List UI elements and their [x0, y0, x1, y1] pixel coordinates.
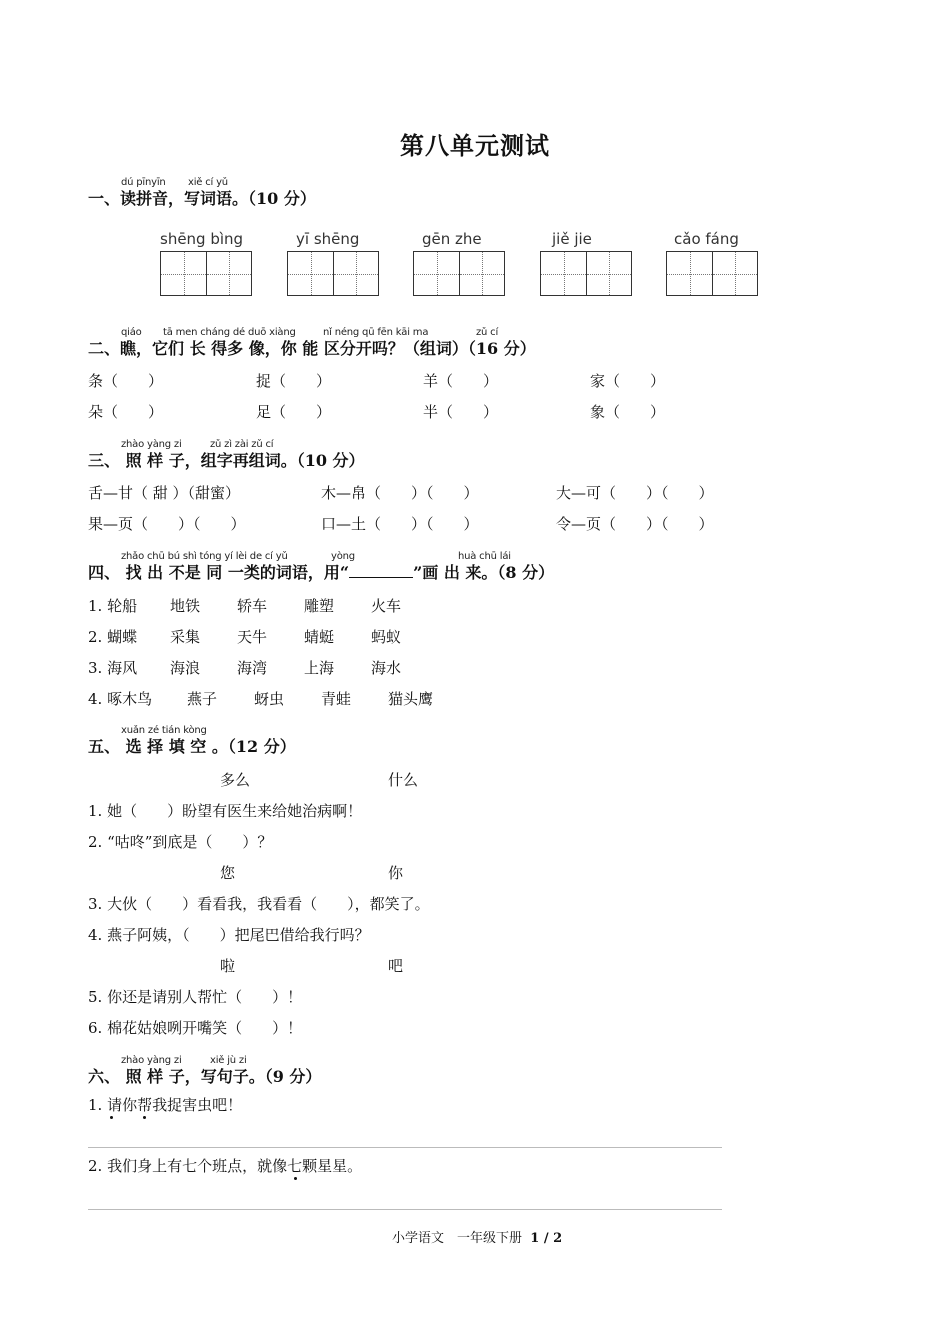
ruby-pinyin: xiě cí yǔ — [188, 177, 228, 188]
ruby-pinyin: zhǎo chū bú shì tóng yí lèi de cí yǔ — [121, 551, 288, 562]
emphasis-dot — [294, 1177, 297, 1180]
footer-text: 小学语文 一年级下册 — [392, 1231, 523, 1246]
word-item: 捉（ ） — [256, 372, 332, 390]
compose-item: 大—可（ ）（ ） — [556, 484, 714, 502]
pinyin-label: shēng bìng — [160, 230, 244, 248]
section-4-heading: 四、 找 出 不是 同 一类的词语，用“ ”画 出 来。（8 分） — [88, 563, 555, 582]
word-item: 半（ ） — [423, 403, 499, 421]
question: 3. 大伙（ ）看看我，我看看（ ），都笑了。 — [88, 895, 430, 913]
word-row-item: 雕塑 — [304, 597, 335, 615]
compose-item: 木—帛（ ）（ ） — [321, 484, 479, 502]
choice-option: 什么 — [388, 771, 419, 789]
question: 4. 燕子阿姨，（ ）把尾巴借给我行吗？ — [88, 926, 370, 944]
word-item: 足（ ） — [256, 403, 332, 421]
emphasis-dot — [143, 1116, 146, 1119]
section-1-heading: 一、读拼音，写词语。（10 分） — [88, 189, 316, 208]
section-2-heading: 二、瞧，它们 长 得多 像，你 能 区分开吗？（组词）（16 分） — [88, 339, 536, 358]
word-row-item: 猫头鹰 — [388, 690, 434, 708]
writing-grid[interactable] — [540, 251, 632, 296]
word-item: 朵（ ） — [88, 403, 164, 421]
choice-option: 你 — [388, 864, 404, 882]
underline-sample — [349, 563, 413, 578]
compose-item: 令—页（ ）（ ） — [556, 515, 714, 533]
word-row-item: 2. 蝴蝶 — [88, 628, 138, 646]
page-footer — [392, 1227, 562, 1246]
ruby-pinyin: tā men cháng dé duō xiàng — [163, 327, 296, 338]
ruby-pinyin: yòng — [331, 551, 355, 562]
section-5-heading: 五、 选 择 填 空 。（12 分） — [88, 737, 296, 756]
choice-option: 吧 — [388, 957, 404, 975]
word-item: 条（ ） — [88, 372, 164, 390]
question: 6. 棉花姑娘咧开嘴笑（ ）！ — [88, 1019, 303, 1037]
pinyin-label: gēn zhe — [422, 230, 482, 248]
writing-grid[interactable] — [287, 251, 379, 296]
answer-line[interactable] — [88, 1147, 722, 1148]
answer-line[interactable] — [88, 1209, 722, 1210]
ruby-pinyin: xuǎn zé tián kòng — [121, 725, 207, 736]
compose-item: 口—土（ ）（ ） — [321, 515, 479, 533]
word-row-item: 地铁 — [170, 597, 201, 615]
word-row-item: 蚜虫 — [254, 690, 285, 708]
word-row-item: 火车 — [371, 597, 402, 615]
word-row-item: 青蛙 — [321, 690, 352, 708]
ruby-pinyin: huà chū lái — [458, 551, 511, 562]
section-6-heading: 六、 照 样 子，写句子。（9 分） — [88, 1067, 322, 1086]
compose-item: 果—页（ ）（ ） — [88, 515, 246, 533]
ruby-pinyin: nǐ néng qū fēn kāi ma — [323, 327, 429, 338]
word-row-item: 3. 海风 — [88, 659, 138, 677]
word-row-item: 1. 轮船 — [88, 597, 138, 615]
word-row-item: 海湾 — [237, 659, 268, 677]
page-title: 第八单元测试 — [400, 131, 550, 160]
word-row-item: 4. 啄木鸟 — [88, 690, 153, 708]
ruby-pinyin: xiě jù zi — [210, 1055, 247, 1066]
question: 2. “咕咚”到底是（ ）？ — [88, 833, 273, 851]
writing-grid[interactable] — [666, 251, 758, 296]
emphasis-dot — [110, 1116, 113, 1119]
page-number: 1 / 2 — [530, 1231, 563, 1246]
word-row-item: 上海 — [304, 659, 335, 677]
word-row-item: 蚂蚁 — [371, 628, 402, 646]
choice-option: 啦 — [220, 957, 236, 975]
word-item: 象（ ） — [590, 403, 666, 421]
question: 5. 你还是请别人帮忙（ ）！ — [88, 988, 303, 1006]
section-3-heading: 三、 照 样 子，组字再组词。（10 分） — [88, 451, 365, 470]
ruby-pinyin: dú pīnyīn — [121, 177, 166, 188]
ruby-pinyin: zǔ cí — [476, 327, 499, 338]
writing-grid[interactable] — [413, 251, 505, 296]
ruby-pinyin: qiáo — [121, 327, 142, 338]
compose-item: 舌—甘（ 甜 ）（甜蜜） — [88, 484, 241, 502]
word-row-item: 海水 — [371, 659, 402, 677]
word-row-item: 轿车 — [237, 597, 268, 615]
word-row-item: 采集 — [170, 628, 201, 646]
word-row-item: 海浪 — [170, 659, 201, 677]
word-item: 家（ ） — [590, 372, 666, 390]
ruby-pinyin: zhào yàng zi — [121, 1055, 182, 1066]
pinyin-label: cǎo fáng — [674, 230, 739, 248]
word-row-item: 天牛 — [237, 628, 268, 646]
pinyin-label: jiě jie — [552, 230, 592, 248]
choice-option: 多么 — [220, 771, 251, 789]
ruby-pinyin: zhào yàng zi — [121, 439, 182, 450]
word-row-item: 蜻蜓 — [304, 628, 335, 646]
ruby-pinyin: zǔ zì zài zǔ cí — [210, 439, 274, 450]
sentence-example: 1. 请你帮我捉害虫吧！ — [88, 1096, 243, 1114]
sentence-example: 2. 我们身上有七个班点，就像七颗星星。 — [88, 1157, 363, 1175]
question: 1. 她（ ）盼望有医生来给她治病啊！ — [88, 802, 363, 820]
pinyin-label: yī shēng — [296, 230, 360, 248]
choice-option: 您 — [220, 864, 236, 882]
word-item: 羊（ ） — [423, 372, 499, 390]
writing-grid[interactable] — [160, 251, 252, 296]
word-row-item: 燕子 — [187, 690, 218, 708]
